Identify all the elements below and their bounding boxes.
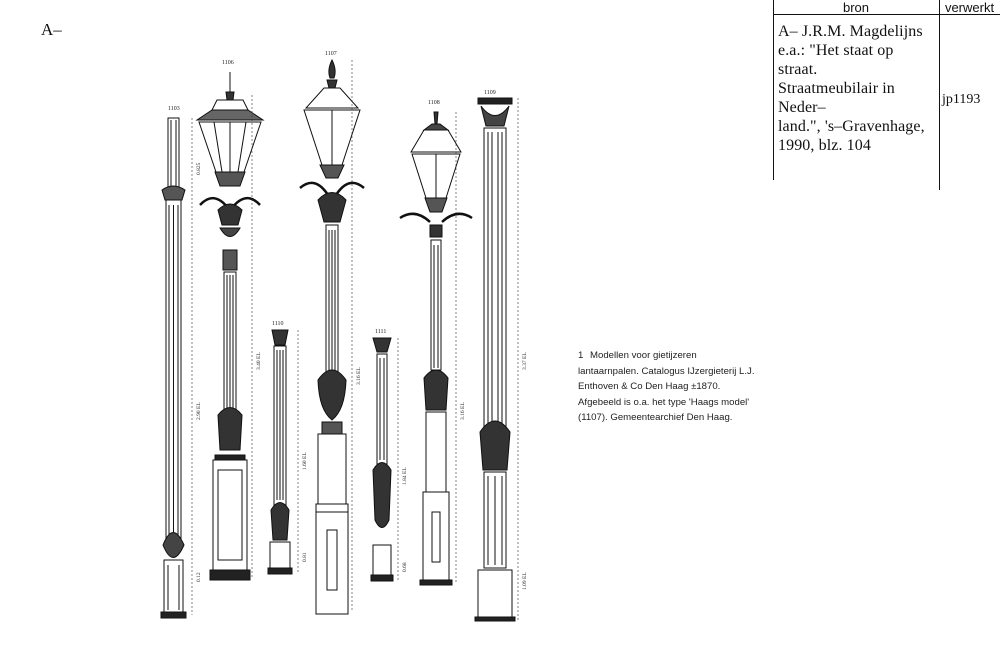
dimension-1110-b: 0.81 bbox=[302, 552, 308, 562]
lamp-post-1111 bbox=[371, 338, 393, 581]
dimension-1111-b: 0.68 bbox=[402, 562, 408, 572]
dimension-1108: 3.16 EL bbox=[460, 402, 466, 420]
dimension-1103-top: 0.825 bbox=[196, 162, 202, 175]
dimension-1103-mid: 2.90 EL bbox=[196, 402, 202, 420]
sheet-label: A– bbox=[41, 20, 62, 39]
table-border-left bbox=[773, 0, 774, 180]
dimension-1111-a: 1.84 EL bbox=[402, 467, 408, 485]
model-number-1111: 1111 bbox=[375, 329, 387, 335]
header-verwerkt: verwerkt bbox=[944, 0, 995, 15]
lamp-post-1107 bbox=[300, 60, 364, 614]
lamp-post-1106 bbox=[197, 72, 263, 580]
lamp-post-drawing bbox=[140, 45, 530, 625]
source-table bbox=[773, 0, 1000, 190]
caption-number: 1 bbox=[578, 350, 584, 361]
dimension-1103-low: 0.12 bbox=[196, 572, 202, 582]
table-divider bbox=[939, 0, 940, 190]
lamp-post-1110 bbox=[268, 330, 292, 574]
model-number-1110: 1110 bbox=[272, 321, 284, 327]
dimension-1110-a: 1.60 EL bbox=[302, 452, 308, 470]
model-number-1106: 1106 bbox=[222, 60, 234, 66]
model-number-1103: 1103 bbox=[168, 106, 180, 112]
model-number-1109: 1109 bbox=[484, 90, 496, 96]
header-bron: bron bbox=[842, 0, 870, 15]
dimension-1109-b: 1.09 EL bbox=[522, 572, 528, 590]
model-number-1107: 1107 bbox=[325, 51, 337, 57]
lamp-post-1108 bbox=[400, 112, 472, 585]
figure-caption bbox=[578, 348, 758, 426]
dimension-1106: 3.40 EL bbox=[256, 352, 262, 370]
lamp-post-1103 bbox=[161, 118, 186, 618]
processed-code: jp1193 bbox=[942, 92, 981, 107]
dimension-1109-a: 3.37 EL bbox=[522, 352, 528, 370]
caption-text: Modellen voor gietijzeren lantaarnpalen. Catalogus IJzergieterij L.J. Enthoven & Co Den Haag ±1870. Afgebeeld is o.a. het type 'Haags model' (1107). Gemeentearchief Den Haag. bbox=[578, 350, 755, 423]
model-number-1108: 1108 bbox=[428, 100, 440, 106]
dimension-1107: 3.16 EL bbox=[356, 367, 362, 385]
source-reference: A– J.R.M. Magdelijns e.a.: "Het staat op straat. Straatmeubilair in Neder– land.", 's–Gravenhage, 1990, blz. 104 bbox=[778, 23, 925, 154]
lamp-post-1109 bbox=[475, 98, 515, 621]
